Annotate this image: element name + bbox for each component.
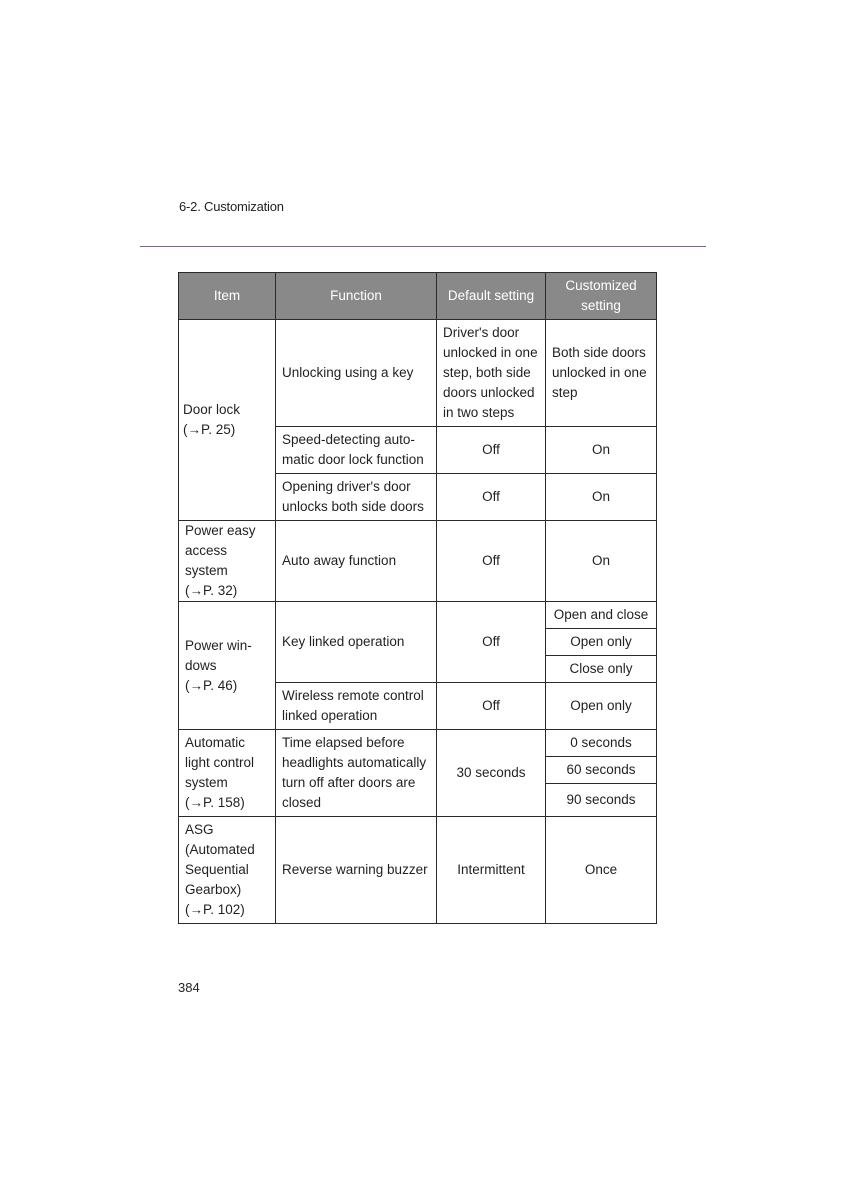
custom-cell: On <box>546 521 657 602</box>
custom-cell: On <box>546 427 657 474</box>
section-title: 6-2. Customization <box>179 199 284 214</box>
default-cell: Off <box>437 427 546 474</box>
custom-cell: Once <box>546 817 657 924</box>
page-reference: (→P. 102) <box>185 902 245 917</box>
item-name: Automatic light control system <box>185 735 255 790</box>
custom-cell: Open only <box>546 629 657 656</box>
header-divider <box>140 246 706 247</box>
column-header-item: Item <box>179 273 276 320</box>
default-cell: Off <box>437 474 546 521</box>
page-number: 384 <box>178 980 200 995</box>
function-cell: Unlocking using a key <box>276 320 437 427</box>
function-cell: Key linked operation <box>276 602 437 683</box>
default-cell: Intermittent <box>437 817 546 924</box>
custom-cell: 90 seconds <box>546 784 657 817</box>
function-cell: Opening driver's door unlocks both side doors <box>276 474 437 521</box>
default-cell: Off <box>437 521 546 602</box>
item-name: Power easy access system <box>185 523 256 578</box>
custom-cell: 0 seconds <box>546 730 657 757</box>
column-header-customized: Customized setting <box>546 273 657 320</box>
default-cell: 30 seconds <box>437 730 546 817</box>
function-cell: Auto away function <box>276 521 437 602</box>
table-row <box>179 602 657 629</box>
default-cell: Off <box>437 683 546 730</box>
custom-cell: On <box>546 474 657 521</box>
item-name: Power win-dows <box>185 637 252 673</box>
table-header-row <box>179 273 657 320</box>
item-cell-power-windows <box>179 602 276 730</box>
table-row <box>179 320 657 427</box>
item-cell-light-control <box>179 730 276 817</box>
item-name: ASG (Automated Sequential Gearbox) <box>185 822 255 897</box>
item-cell-asg <box>179 817 276 924</box>
custom-cell: 60 seconds <box>546 757 657 784</box>
function-cell: Speed-detecting auto-matic door lock function <box>276 427 437 474</box>
function-cell: Reverse warning buzzer <box>276 817 437 924</box>
custom-cell: Open and close <box>546 602 657 629</box>
page-reference: (→P. 46) <box>185 677 238 693</box>
column-header-function: Function <box>276 273 437 320</box>
table-row <box>179 817 657 924</box>
default-cell: Off <box>437 602 546 683</box>
custom-cell: Both side doors unlocked in one step <box>546 320 657 427</box>
default-cell: Driver's door unlocked in one step, both side doors unlocked in two steps <box>437 320 546 427</box>
function-cell: Time elapsed before headlights automatically turn off after doors are closed <box>276 730 437 817</box>
item-cell-door-lock <box>179 320 276 521</box>
customization-table <box>178 272 657 924</box>
page-reference: (→P. 158) <box>185 795 245 810</box>
table-row <box>179 521 657 602</box>
page-reference: (→P. 32) <box>185 583 238 598</box>
function-cell: Wireless remote control linked operation <box>276 683 437 730</box>
table-row <box>179 730 657 757</box>
column-header-default: Default setting <box>437 273 546 320</box>
item-cell-power-easy-access <box>179 521 276 602</box>
page-reference: (→P. 25) <box>183 422 236 437</box>
custom-cell: Open only <box>546 683 657 730</box>
item-name: Door lock <box>183 402 241 417</box>
custom-cell: Close only <box>546 656 657 683</box>
